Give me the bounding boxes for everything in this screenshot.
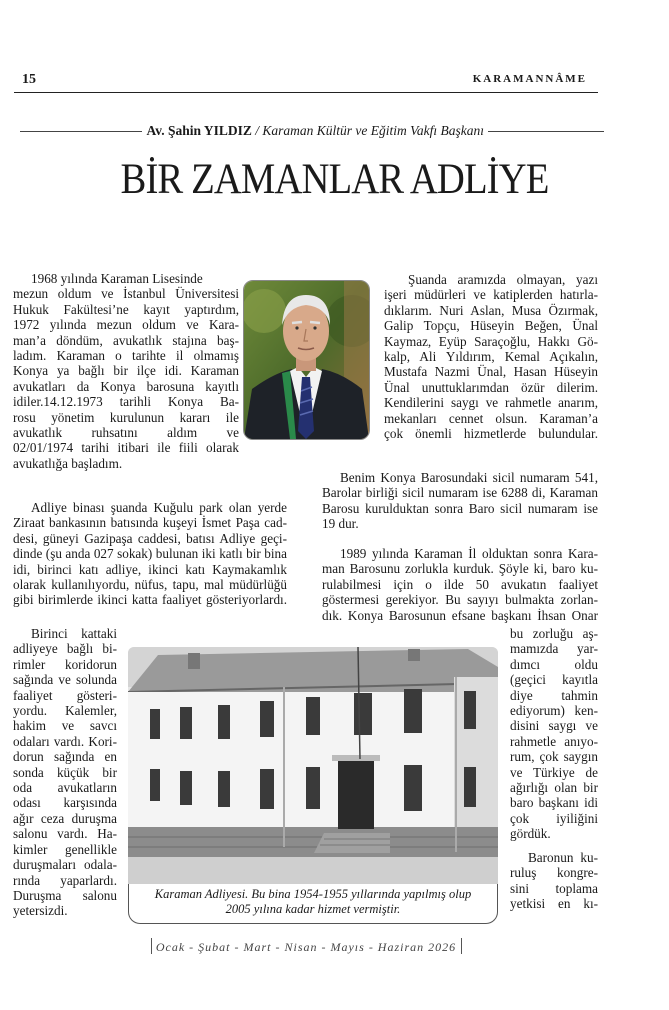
- text-line: dinde (şu anda 027 sokak) bulunan iki katlı bir bina: [13, 546, 287, 562]
- text-line: (geçici kayıtla: [510, 672, 598, 688]
- author-portrait: [243, 280, 370, 440]
- paragraph-registry-numbers: [322, 470, 598, 532]
- paragraph-bar-founding: [322, 546, 598, 623]
- text-line: rahmetle anıyo-: [510, 733, 598, 749]
- text-line: Kaymaz, Eyüp Saraçoğlu, Hakkı Gö-: [384, 333, 598, 349]
- text-line: yordu. Kalemler,: [13, 703, 117, 719]
- text-line: sini toplama: [510, 880, 598, 896]
- text-line: avukatlığa başladım.: [13, 455, 123, 471]
- paragraph-remembrance: [384, 272, 598, 441]
- byline: [20, 123, 604, 139]
- text-line: 1989 yılında Karaman İl olduktan sonra Kara-: [340, 546, 598, 561]
- text-line: mekanları cennet olsun. Karaman’a: [384, 410, 598, 426]
- author-name: Av. Şahin YILDIZ: [146, 123, 252, 138]
- text-line: avukatlık ruhsatını aldım ve: [13, 425, 239, 441]
- article-title: BİR ZAMANLAR ADLİYE: [120, 156, 549, 203]
- text-line: odaları vardı. Kori-: [13, 733, 117, 749]
- text-line: Barolar birliği sicil numaram ise 6288 di, Karaman: [322, 485, 598, 501]
- text-line: Baronun ku-: [528, 849, 598, 865]
- header-rule: [14, 92, 598, 93]
- text-line: odası karşısında: [13, 795, 117, 811]
- paragraph-education: [13, 271, 249, 471]
- text-line: olarak kullanılıyordu, nüfus, tapu, mal müdürlüğü: [13, 577, 287, 593]
- byline-text: [142, 123, 488, 139]
- text-line: bu zorluğu aş-: [510, 626, 598, 641]
- text-line: ağırlığı olan bir: [510, 780, 598, 796]
- text-line: ağır ceza duruşma: [13, 810, 117, 826]
- text-line: mamızda yar-: [510, 641, 598, 657]
- text-line: Benim Konya Barosundaki sicil numaram 541,: [340, 470, 598, 485]
- author-role: / Karaman Kültür ve Eğitim Vakfı Başkanı: [251, 123, 484, 138]
- text-line: man Barosunu zorlukla kurduk. Şöyle ki, baro ku-: [322, 561, 598, 577]
- portrait-image: [244, 281, 369, 439]
- text-line: göstermesi gerekiyor. Bu sayıyı bulmakta zorlan-: [322, 592, 598, 608]
- text-line: idi, birinci katı adliye, ikinci katı Kaymakamlık: [13, 561, 287, 577]
- text-line: işeri müdürleri ve katiplerden hatırla-: [384, 287, 598, 303]
- text-line: rum, çok saygın: [510, 749, 598, 765]
- text-line: hakim ve savcı: [13, 718, 117, 734]
- caption-line: 2005 yılına kadar hizmet vermiştir.: [225, 902, 401, 916]
- text-line: kalp, Ali Yıldırım, Kemal Açıkalın,: [384, 349, 598, 365]
- text-line: 1972 yılında mezun oldum ve Kara-: [13, 317, 239, 333]
- text-line: sağında ve solunda: [13, 672, 117, 688]
- text-line: ladım. Karaman o tarihte il olmamış: [13, 348, 239, 364]
- text-line: dık. Konya Barosunun efsane başkanı İhsan Onar: [322, 607, 598, 623]
- text-line: mezun oldum ve İstanbul Üniversitesi: [13, 286, 239, 302]
- text-line: rulabilmesi için o ilde 50 avukatın faaliyet: [322, 576, 598, 592]
- text-line: Birinci kattaki: [31, 626, 117, 641]
- text-line: avukatları da Konya barosuna kayıtlı: [13, 378, 239, 394]
- text-line: 19 dur.: [322, 516, 359, 532]
- text-line: rında yaparlardı.: [13, 872, 117, 888]
- text-line: Barosu kurulduktan sonra Baro sicil numaram ise: [322, 500, 598, 516]
- courthouse-image: [128, 647, 498, 885]
- text-line: man’a döndüm, avukatlık stajına baş-: [13, 332, 239, 348]
- text-line: adliyeye bağlı bi-: [13, 641, 117, 657]
- paragraph-gap: [510, 842, 598, 850]
- text-line: Hukuk Fakültesi’ne kayıt yaptırdım,: [13, 301, 239, 317]
- caption-line: Karaman Adliyesi. Bu bina 1954-1955 yıllarında yapılmış olup: [154, 887, 472, 901]
- text-line: çok önemli hizmetlerde bulundular.: [384, 426, 598, 442]
- text-line: sonda küçük bir: [13, 764, 117, 780]
- paragraph-first-floor: [13, 626, 117, 919]
- text-line: baro başkanı idi: [510, 795, 598, 811]
- page-number: 15: [22, 72, 36, 87]
- text-line: salonu vardı. Ha-: [13, 826, 117, 842]
- text-line: rimler koridorun: [13, 656, 117, 672]
- text-line: gibi birimlerde ikinci katta faaliyet gösteriyorlardı.: [13, 592, 287, 608]
- text-line: dıklarım. Nuri Aslan, Musa Özırmak,: [384, 302, 598, 318]
- text-line: yetkisi en kı-: [510, 895, 598, 911]
- text-line: ve Türkiye de: [510, 764, 598, 780]
- text-line: 1968 yılında Karaman Lisesinde: [31, 271, 203, 286]
- text-line: diye tahmin: [510, 687, 598, 703]
- courthouse-photo: [128, 647, 498, 885]
- text-line: faaliyet gösteri-: [13, 687, 117, 703]
- text-line: ediyorum) ken-: [510, 703, 598, 719]
- text-line: oda avukatların: [13, 780, 117, 796]
- text-line: çok iyiliğini: [510, 810, 598, 826]
- text-line: Mustafa Nazmi Ünal, Hasan Hüseyin: [384, 364, 598, 380]
- footer-rule-right: [461, 938, 462, 954]
- issue-date: Ocak - Şubat - Mart - Nisan - Mayıs - Haziran 2026: [155, 940, 457, 954]
- text-line: idiler.14.12.1973 tarihli Konya Ba-: [13, 394, 239, 410]
- text-line: desi, güneyi Gazipaşa caddesi, batısı Adliye geçi-: [13, 530, 287, 546]
- text-line: Şuanda aramızda olmayan, yazı: [408, 272, 598, 287]
- text-line: 02/01/1974 tarihi itibari ile fiili olarak: [13, 440, 239, 456]
- text-line: Adliye binası şuanda Kuğulu park olan yerde: [31, 500, 287, 515]
- paragraph-building-location: [13, 500, 287, 608]
- text-line: Duruşma salonu: [13, 887, 117, 903]
- text-line: Konya ya bağlı bir ilçe idi. Karaman: [13, 363, 239, 379]
- magazine-name: KARAMANNÂME: [472, 73, 587, 85]
- photo-caption: [128, 884, 498, 924]
- text-line: gördük.: [510, 826, 551, 842]
- text-line: duruşmaları odala-: [13, 857, 117, 873]
- text-line: Ziraat bankasının batısında kuşeyi İsmet Paşa cad-: [13, 515, 287, 531]
- text-line: Galip Topçu, Hüseyin Beğen, Ünal: [384, 318, 598, 334]
- paragraph-bar-president: [510, 626, 598, 911]
- byline-rule-right: [488, 131, 604, 132]
- text-line: kimler genellikle: [13, 841, 117, 857]
- text-line: yetersizdi.: [13, 903, 68, 919]
- text-line: dorun sağında en: [13, 749, 117, 765]
- text-line: dımcı oldu: [510, 656, 598, 672]
- text-line: Kendilerini saygı ve rahmetle anarım,: [384, 395, 598, 411]
- byline-rule-left: [20, 131, 142, 132]
- text-line: Ünal unuttuklarımdan özür dilerim.: [384, 379, 598, 395]
- text-line: rosu yönetim kurulunun kararı ile: [13, 409, 239, 425]
- text-line: disini saygı ve: [510, 718, 598, 734]
- text-line: ruluş kongre-: [510, 865, 598, 881]
